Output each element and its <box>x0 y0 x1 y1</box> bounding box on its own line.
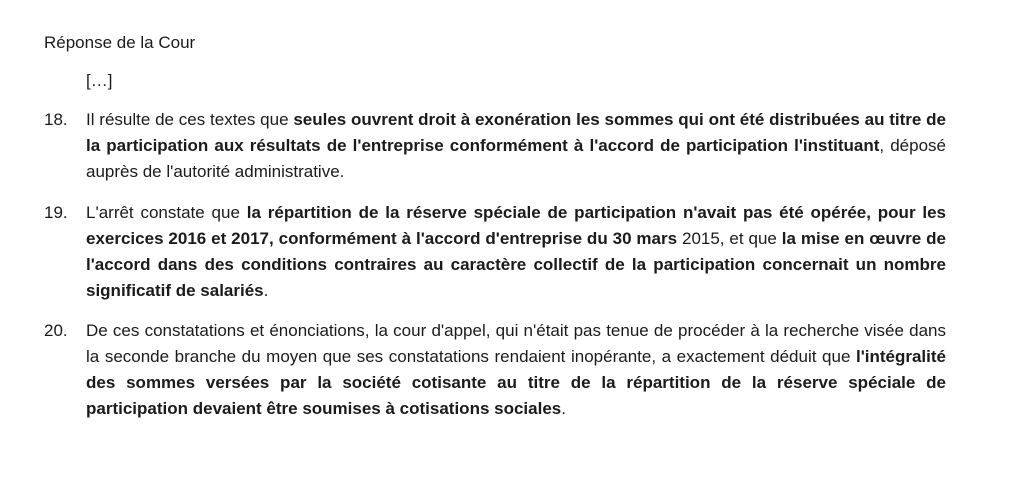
bold-text-segment: la répartition de la réserve spéciale de participation n'avait pas été opérée, pour les exercices 2016 et 2017, conformément à l'accord d'entreprise du 30 mars <box>86 203 947 248</box>
text-segment: 2015, et que <box>677 229 782 248</box>
bold-text-segment: seules ouvrent droit à exonération les sommes qui ont été distribuées au titre de la participation aux résultats de l'entreprise conformément à l'accord de participation l'instituant <box>86 110 946 155</box>
paragraph-number: 20. <box>44 321 68 340</box>
paragraph-number: 19. <box>44 203 68 222</box>
text-segment: . <box>263 281 269 300</box>
section-heading: Réponse de la Cour <box>44 33 196 52</box>
text-segment: De ces constatations et énonciations, la cour d'appel, qui n'était pas tenue de procéder à la recherche visée dans la seconde branche du moyen que ses constatations rendaient inopérante, a exactement déduit que <box>86 321 946 366</box>
paragraph-18 <box>44 107 946 185</box>
paragraph-19 <box>44 200 946 304</box>
text-segment: . <box>561 399 566 418</box>
bold-text-segment: la mise en œuvre de l'accord dans des conditions contraires au caractère collectif de la participation concernait un nombre significatif de salariés <box>86 229 946 300</box>
paragraph-text <box>86 107 946 185</box>
text-segment: Il résulte de ces textes que <box>86 110 294 129</box>
text-segment: , déposé auprès de l'autorité administrative. <box>86 136 946 181</box>
omission-marker: […] <box>86 71 113 90</box>
paragraph-text <box>86 318 946 422</box>
text-segment: L'arrêt constate que <box>86 203 247 222</box>
paragraph-20 <box>44 318 946 422</box>
paragraph-text <box>86 200 946 304</box>
bold-text-segment: l'intégralité des sommes versées par la société cotisante au titre de la répartition de la réserve spéciale de participation devaient être soumises à cotisations sociales <box>86 347 946 418</box>
paragraph-number: 18. <box>44 110 68 129</box>
